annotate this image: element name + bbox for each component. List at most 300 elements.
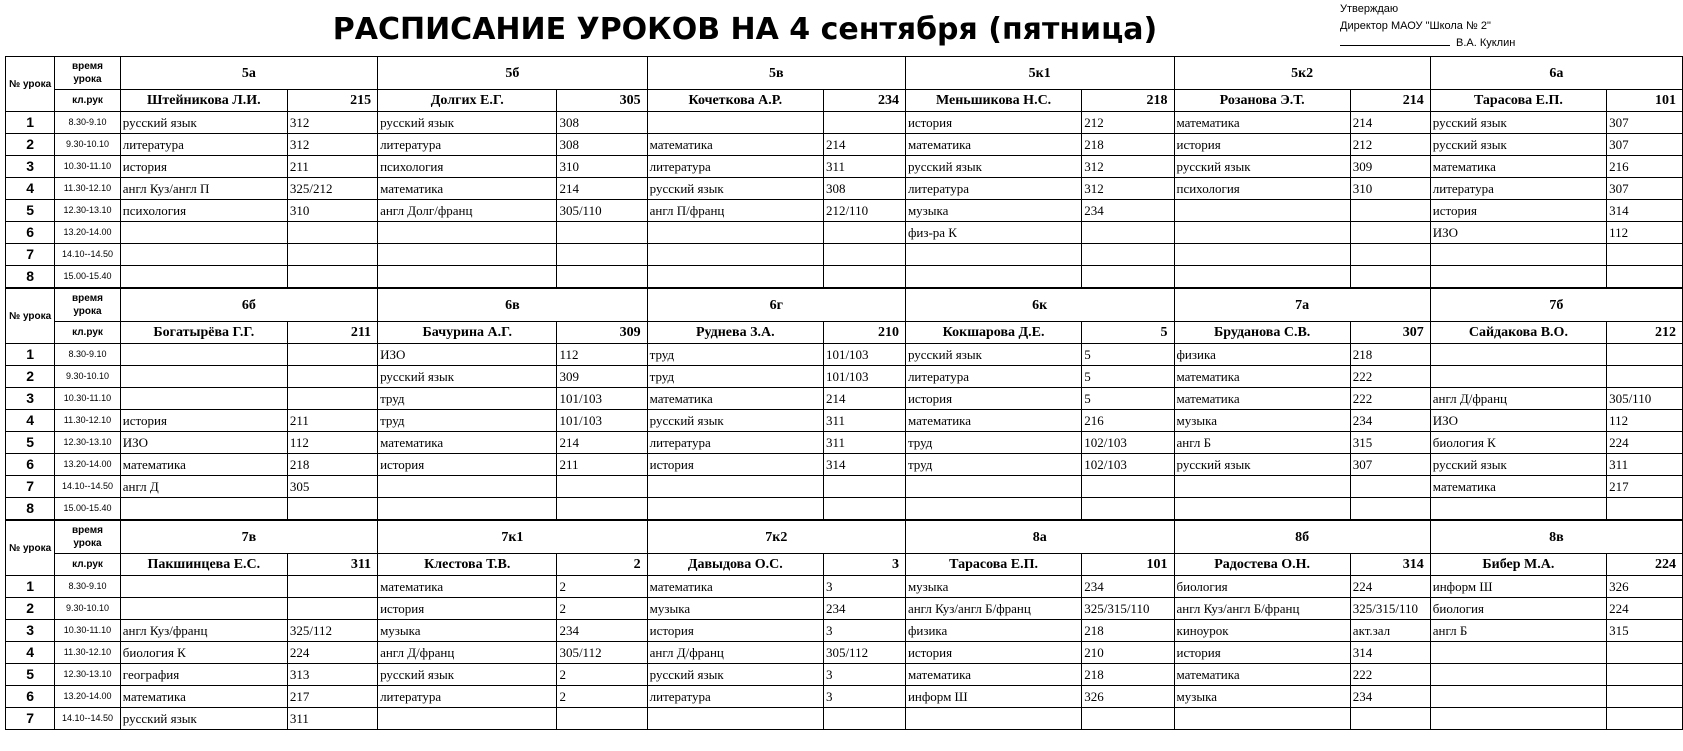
lesson-subject	[1174, 266, 1350, 289]
lesson-room: 210	[1082, 642, 1174, 664]
class-teacher-name: Тарасова Е.П.	[1430, 90, 1606, 112]
lesson-room	[557, 266, 647, 289]
lesson-time: 13.20-14.00	[55, 686, 121, 708]
lesson-room: 101/103	[823, 344, 905, 366]
lesson-room: 315	[1607, 620, 1683, 642]
lesson-subject: физика	[905, 620, 1081, 642]
teacher-row	[6, 322, 1683, 344]
lesson-subject	[378, 708, 557, 730]
lesson-row	[6, 178, 1683, 200]
lesson-subject: история	[120, 410, 287, 432]
lesson-subject: история	[905, 112, 1081, 134]
lesson-subject: история	[905, 388, 1081, 410]
lesson-time: 11.30-12.10	[55, 178, 121, 200]
lesson-room: 314	[1350, 642, 1430, 664]
lesson-subject	[1430, 366, 1606, 388]
class-teacher-name: Кочеткова А.Р.	[647, 90, 823, 112]
lesson-subject: русский язык	[647, 178, 823, 200]
lesson-subject: труд	[905, 432, 1081, 454]
lesson-subject	[1430, 686, 1606, 708]
lesson-subject: русский язык	[905, 156, 1081, 178]
lesson-room: 311	[287, 708, 377, 730]
lesson-row	[6, 686, 1683, 708]
lesson-subject: англ Куз/англ Б/франц	[905, 598, 1081, 620]
lesson-subject	[120, 244, 287, 266]
lesson-room: 326	[1082, 686, 1174, 708]
lesson-time: 15.00-15.40	[55, 266, 121, 289]
lesson-time: 14.10--14.50	[55, 476, 121, 498]
lesson-subject: музыка	[378, 620, 557, 642]
lesson-room	[557, 498, 647, 521]
lesson-time: 15.00-15.40	[55, 498, 121, 521]
lesson-room: 314	[1607, 200, 1683, 222]
lesson-room	[823, 222, 905, 244]
lesson-subject: русский язык	[647, 664, 823, 686]
lesson-time: 11.30-12.10	[55, 642, 121, 664]
class-teacher-name: Тарасова Е.П.	[905, 554, 1081, 576]
lesson-subject: математика	[378, 178, 557, 200]
lesson-row	[6, 432, 1683, 454]
lesson-subject: труд	[647, 344, 823, 366]
lesson-room	[287, 598, 377, 620]
lesson-subject: ИЗО	[1430, 410, 1606, 432]
lesson-room	[1350, 476, 1430, 498]
lesson-room: 305/112	[823, 642, 905, 664]
class-home-room: 214	[1350, 90, 1430, 112]
lesson-time: 8.30-9.10	[55, 344, 121, 366]
lesson-room: 234	[1082, 200, 1174, 222]
lesson-subject	[647, 244, 823, 266]
lesson-room	[287, 244, 377, 266]
lesson-number: 2	[6, 598, 55, 620]
lesson-room: 325/212	[287, 178, 377, 200]
lesson-room: 311	[823, 410, 905, 432]
lesson-room: 224	[1350, 576, 1430, 598]
lesson-room	[287, 266, 377, 289]
lesson-number: 8	[6, 266, 55, 289]
lesson-subject: информ Ш	[905, 686, 1081, 708]
lesson-subject: англ Д/франц	[647, 642, 823, 664]
class-teacher-name: Долгих Е.Г.	[378, 90, 557, 112]
lesson-subject	[647, 112, 823, 134]
lesson-number: 5	[6, 432, 55, 454]
lesson-subject	[120, 598, 287, 620]
lesson-subject: труд	[905, 454, 1081, 476]
lesson-subject	[1174, 222, 1350, 244]
lesson-subject: история	[1174, 642, 1350, 664]
lesson-subject: психология	[378, 156, 557, 178]
lesson-time: 9.30-10.10	[55, 134, 121, 156]
lesson-time: 12.30-13.10	[55, 432, 121, 454]
lesson-time: 13.20-14.00	[55, 222, 121, 244]
lesson-room: 308	[557, 134, 647, 156]
lesson-subject: математика	[1174, 664, 1350, 686]
lesson-room: 214	[557, 432, 647, 454]
lesson-subject: русский язык	[1430, 134, 1606, 156]
lesson-subject	[905, 476, 1081, 498]
lesson-subject	[1174, 476, 1350, 498]
class-teacher-label: кл.рук	[55, 554, 121, 576]
lesson-subject: литература	[647, 686, 823, 708]
class-home-room: 212	[1607, 322, 1683, 344]
class-teacher-name: Давыдова О.С.	[647, 554, 823, 576]
lesson-room: 314	[823, 454, 905, 476]
lesson-room	[823, 708, 905, 730]
lesson-time: 9.30-10.10	[55, 366, 121, 388]
lesson-number-header: № урока	[6, 57, 55, 112]
lesson-room	[1350, 708, 1430, 730]
lesson-room: 218	[1350, 344, 1430, 366]
lesson-room: 224	[1607, 598, 1683, 620]
lesson-room	[557, 222, 647, 244]
lesson-subject	[1430, 708, 1606, 730]
lesson-room	[823, 498, 905, 521]
lesson-room: 102/103	[1082, 454, 1174, 476]
lesson-row	[6, 620, 1683, 642]
lesson-number: 3	[6, 156, 55, 178]
lesson-number: 1	[6, 344, 55, 366]
lesson-subject	[647, 266, 823, 289]
lesson-room: 211	[287, 410, 377, 432]
lesson-room	[1082, 708, 1174, 730]
lesson-number: 2	[6, 366, 55, 388]
lesson-subject: музыка	[905, 576, 1081, 598]
lesson-subject: математика	[1174, 112, 1350, 134]
lesson-time: 14.10--14.50	[55, 244, 121, 266]
class-teacher-name: Бруданова С.В.	[1174, 322, 1350, 344]
class-teacher-name: Богатырёва Г.Г.	[120, 322, 287, 344]
lesson-number: 7	[6, 244, 55, 266]
lesson-room: 222	[1350, 664, 1430, 686]
lesson-room: 305	[287, 476, 377, 498]
lesson-room: акт.зал	[1350, 620, 1430, 642]
class-teacher-name: Руднева З.А.	[647, 322, 823, 344]
block-header-row	[6, 520, 1683, 554]
lesson-room	[1082, 498, 1174, 521]
lesson-room	[823, 244, 905, 266]
lesson-subject: литература	[378, 686, 557, 708]
class-teacher-name: Меньшикова Н.С.	[905, 90, 1081, 112]
lesson-room	[1082, 244, 1174, 266]
lesson-room: 211	[557, 454, 647, 476]
lesson-room: 112	[1607, 222, 1683, 244]
class-home-room: 5	[1082, 322, 1174, 344]
lesson-subject	[647, 222, 823, 244]
page-title: РАСПИСАНИЕ УРОКОВ НА 4 сентября (пятница)	[332, 12, 1158, 47]
lesson-room	[1607, 266, 1683, 289]
block-header-row	[6, 57, 1683, 90]
class-teacher-name: Бачурина А.Г.	[378, 322, 557, 344]
lesson-room: 309	[1350, 156, 1430, 178]
lesson-subject: биология	[1430, 598, 1606, 620]
schedule-table	[5, 56, 1683, 730]
lesson-row	[6, 344, 1683, 366]
lesson-subject	[1430, 244, 1606, 266]
class-home-room: 311	[287, 554, 377, 576]
lesson-row	[6, 708, 1683, 730]
lesson-subject: англ Куз/франц	[120, 620, 287, 642]
class-home-room: 234	[823, 90, 905, 112]
lesson-time: 9.30-10.10	[55, 598, 121, 620]
lesson-room	[1607, 498, 1683, 521]
class-home-room: 2	[557, 554, 647, 576]
class-teacher-name: Клестова Т.В.	[378, 554, 557, 576]
lesson-number: 5	[6, 200, 55, 222]
lesson-room	[287, 366, 377, 388]
approval-line-3	[1340, 35, 1680, 52]
lesson-room	[1350, 266, 1430, 289]
class-name: 7к2	[647, 520, 905, 554]
lesson-subject: ИЗО	[378, 344, 557, 366]
class-home-room: 101	[1607, 90, 1683, 112]
class-home-room: 314	[1350, 554, 1430, 576]
lesson-room: 315	[1350, 432, 1430, 454]
lesson-room: 214	[557, 178, 647, 200]
lesson-subject: литература	[1430, 178, 1606, 200]
lesson-subject: русский язык	[378, 366, 557, 388]
director-name: В.А. Куклин	[1456, 37, 1516, 49]
lesson-number: 5	[6, 664, 55, 686]
lesson-time-header: время урока	[55, 57, 121, 90]
lesson-time: 10.30-11.10	[55, 156, 121, 178]
lesson-room: 305/110	[557, 200, 647, 222]
lesson-subject: история	[1430, 200, 1606, 222]
lesson-room: 5	[1082, 366, 1174, 388]
lesson-subject: математика	[905, 410, 1081, 432]
lesson-room	[287, 576, 377, 598]
lesson-subject: англ Б	[1174, 432, 1350, 454]
lesson-room: 3	[823, 576, 905, 598]
lesson-room	[287, 498, 377, 521]
lesson-room: 218	[287, 454, 377, 476]
lesson-subject	[1174, 708, 1350, 730]
lesson-room: 310	[557, 156, 647, 178]
class-teacher-label: кл.рук	[55, 322, 121, 344]
class-name: 6к	[905, 288, 1174, 322]
lesson-subject	[647, 498, 823, 521]
lesson-subject: англ Б	[1430, 620, 1606, 642]
lesson-number: 6	[6, 454, 55, 476]
lesson-subject	[1430, 266, 1606, 289]
class-name: 6г	[647, 288, 905, 322]
lesson-number: 1	[6, 112, 55, 134]
lesson-subject	[1430, 498, 1606, 521]
lesson-room: 211	[287, 156, 377, 178]
lesson-subject: русский язык	[1430, 112, 1606, 134]
lesson-number: 3	[6, 620, 55, 642]
lesson-subject	[120, 222, 287, 244]
lesson-subject	[120, 388, 287, 410]
lesson-number: 6	[6, 222, 55, 244]
lesson-room: 312	[1082, 178, 1174, 200]
lesson-room: 217	[287, 686, 377, 708]
lesson-number: 7	[6, 476, 55, 498]
lesson-room: 212	[1082, 112, 1174, 134]
lesson-subject: литература	[378, 134, 557, 156]
lesson-subject: англ Д/франц	[1430, 388, 1606, 410]
lesson-room: 234	[1082, 576, 1174, 598]
lesson-subject: литература	[905, 366, 1081, 388]
lesson-subject: история	[120, 156, 287, 178]
lesson-subject: труд	[378, 388, 557, 410]
lesson-subject: физ-ра К	[905, 222, 1081, 244]
class-teacher-name: Кокшарова Д.Е.	[905, 322, 1081, 344]
lesson-room: 218	[1082, 620, 1174, 642]
lesson-room	[1350, 222, 1430, 244]
lesson-row	[6, 222, 1683, 244]
lesson-room: 5	[1082, 344, 1174, 366]
class-home-room: 305	[557, 90, 647, 112]
lesson-number: 4	[6, 178, 55, 200]
lesson-subject: литература	[905, 178, 1081, 200]
lesson-room	[1082, 266, 1174, 289]
lesson-subject	[378, 244, 557, 266]
lesson-subject	[120, 344, 287, 366]
lesson-room: 308	[823, 178, 905, 200]
approval-stamp	[1340, 1, 1680, 52]
lesson-subject: музыка	[905, 200, 1081, 222]
lesson-subject: история	[647, 620, 823, 642]
lesson-subject: ИЗО	[120, 432, 287, 454]
lesson-room	[1607, 708, 1683, 730]
lesson-number-header: № урока	[6, 520, 55, 576]
lesson-subject	[647, 476, 823, 498]
lesson-subject: математика	[647, 388, 823, 410]
lesson-room	[1082, 476, 1174, 498]
lesson-subject	[905, 244, 1081, 266]
class-name: 5б	[378, 57, 648, 90]
lesson-room: 2	[557, 598, 647, 620]
lesson-room: 216	[1607, 156, 1683, 178]
lesson-subject: русский язык	[647, 410, 823, 432]
lesson-time: 13.20-14.00	[55, 454, 121, 476]
lesson-room: 305/110	[1607, 388, 1683, 410]
lesson-room: 311	[1607, 454, 1683, 476]
lesson-time: 11.30-12.10	[55, 410, 121, 432]
lesson-room: 309	[557, 366, 647, 388]
lesson-subject: киноурок	[1174, 620, 1350, 642]
lesson-subject: история	[378, 598, 557, 620]
class-name: 6а	[1430, 57, 1682, 90]
lesson-subject: психология	[120, 200, 287, 222]
class-name: 8в	[1430, 520, 1682, 554]
lesson-number: 3	[6, 388, 55, 410]
lesson-subject: география	[120, 664, 287, 686]
lesson-room: 308	[557, 112, 647, 134]
lesson-subject: литература	[120, 134, 287, 156]
lesson-subject: физика	[1174, 344, 1350, 366]
class-name: 7в	[120, 520, 377, 554]
lesson-room: 234	[557, 620, 647, 642]
lesson-subject	[1430, 344, 1606, 366]
lesson-subject: математика	[120, 454, 287, 476]
lesson-subject: литература	[647, 156, 823, 178]
lesson-subject: математика	[1430, 156, 1606, 178]
lesson-time-header: время урока	[55, 520, 121, 554]
lesson-room	[1607, 686, 1683, 708]
class-teacher-label: кл.рук	[55, 90, 121, 112]
class-home-room: 218	[1082, 90, 1174, 112]
lesson-room	[287, 388, 377, 410]
lesson-subject: история	[905, 642, 1081, 664]
lesson-subject	[120, 266, 287, 289]
lesson-room	[557, 476, 647, 498]
lesson-row	[6, 244, 1683, 266]
lesson-time: 12.30-13.10	[55, 664, 121, 686]
lesson-subject	[378, 498, 557, 521]
lesson-room: 312	[1082, 156, 1174, 178]
approval-line-2: Директор МАОУ "Школа № 2"	[1340, 20, 1491, 32]
lesson-subject	[1174, 498, 1350, 521]
lesson-subject	[905, 498, 1081, 521]
lesson-room: 312	[287, 134, 377, 156]
lesson-subject: музыка	[1174, 686, 1350, 708]
lesson-subject: англ Д/франц	[378, 642, 557, 664]
lesson-row	[6, 156, 1683, 178]
lesson-subject: музыка	[1174, 410, 1350, 432]
lesson-room: 214	[823, 134, 905, 156]
lesson-subject: русский язык	[378, 112, 557, 134]
lesson-room	[1607, 642, 1683, 664]
lesson-room: 311	[823, 156, 905, 178]
lesson-row	[6, 476, 1683, 498]
lesson-room: 2	[557, 576, 647, 598]
class-home-room: 224	[1607, 554, 1683, 576]
lesson-subject	[120, 576, 287, 598]
lesson-room: 101/103	[557, 388, 647, 410]
lesson-row	[6, 642, 1683, 664]
lesson-subject: математика	[647, 576, 823, 598]
lesson-subject: математика	[1174, 366, 1350, 388]
lesson-room: 112	[287, 432, 377, 454]
lesson-room: 3	[823, 620, 905, 642]
lesson-subject	[120, 366, 287, 388]
lesson-room: 3	[823, 664, 905, 686]
lesson-row	[6, 664, 1683, 686]
class-home-room: 307	[1350, 322, 1430, 344]
lesson-subject	[378, 222, 557, 244]
lesson-room: 102/103	[1082, 432, 1174, 454]
lesson-room: 212	[1350, 134, 1430, 156]
lesson-room: 3	[823, 686, 905, 708]
lesson-subject: биология К	[120, 642, 287, 664]
class-name: 5а	[120, 57, 377, 90]
lesson-subject	[1174, 244, 1350, 266]
lesson-subject: русский язык	[378, 664, 557, 686]
lesson-room: 307	[1350, 454, 1430, 476]
lesson-subject: русский язык	[1430, 454, 1606, 476]
lesson-room: 112	[557, 344, 647, 366]
signature-line	[1340, 35, 1450, 46]
lesson-subject: англ Долг/франц	[378, 200, 557, 222]
lesson-number: 4	[6, 410, 55, 432]
lesson-row	[6, 576, 1683, 598]
lesson-subject: англ Куз/англ П	[120, 178, 287, 200]
lesson-room	[1350, 244, 1430, 266]
lesson-room	[1607, 664, 1683, 686]
class-teacher-name: Розанова Э.Т.	[1174, 90, 1350, 112]
lesson-subject: русский язык	[120, 708, 287, 730]
lesson-subject	[647, 708, 823, 730]
class-teacher-name: Штейникова Л.И.	[120, 90, 287, 112]
lesson-subject: информ Ш	[1430, 576, 1606, 598]
lesson-room: 307	[1607, 112, 1683, 134]
lesson-subject: русский язык	[1174, 156, 1350, 178]
lesson-subject: математика	[1430, 476, 1606, 498]
lesson-room: 234	[1350, 410, 1430, 432]
lesson-room	[557, 244, 647, 266]
lesson-room: 325/315/110	[1082, 598, 1174, 620]
